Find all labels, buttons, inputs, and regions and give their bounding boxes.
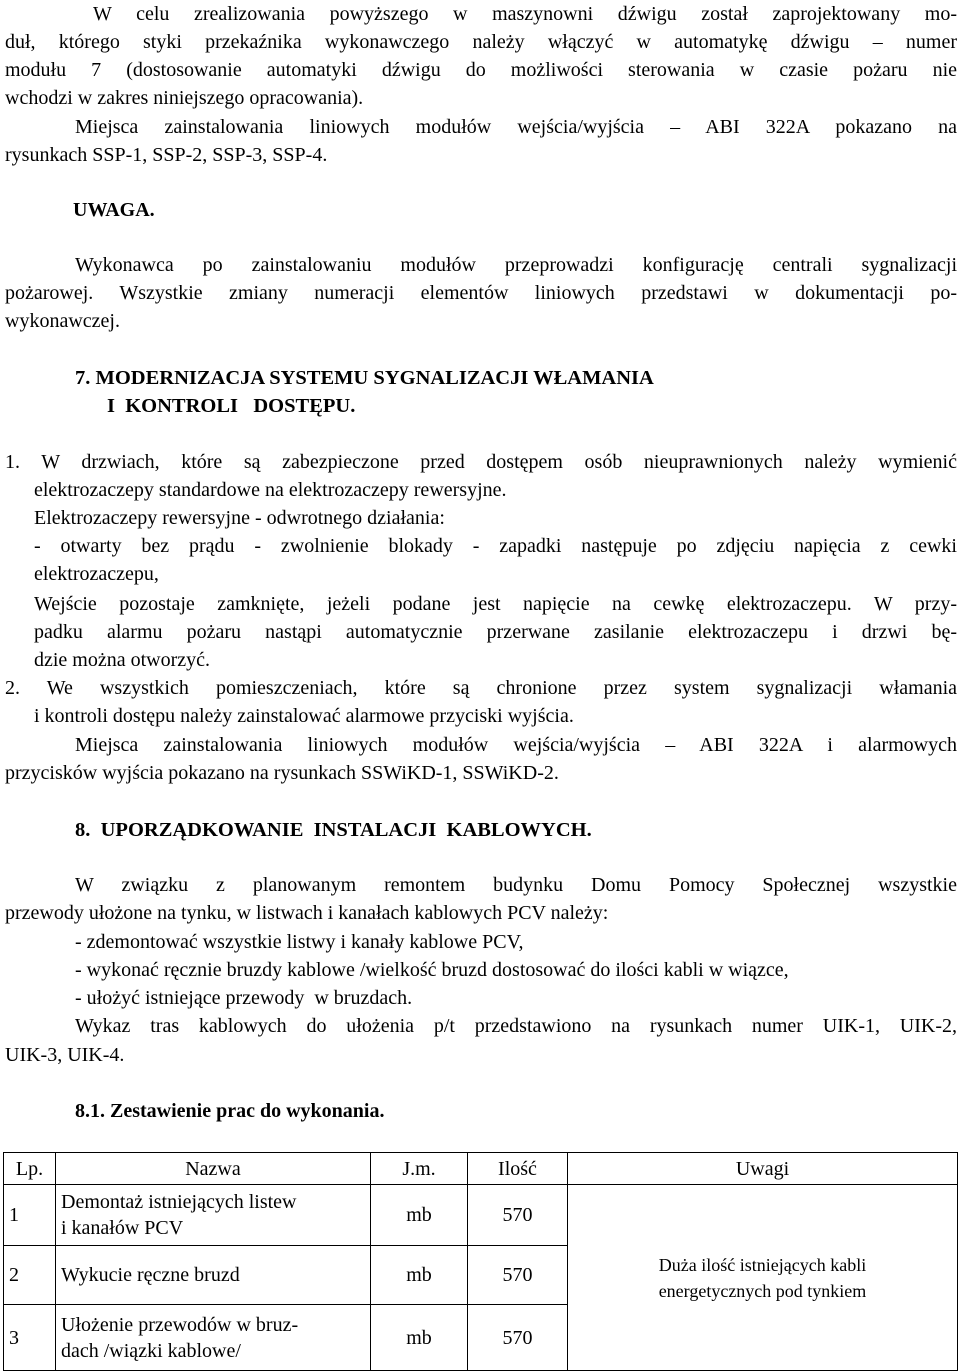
cell-ilosc: 570 bbox=[468, 1246, 568, 1305]
section-7-line: elektrozaczepu, bbox=[34, 563, 159, 585]
remark-line: Duża ilość istniejących kabli bbox=[658, 1254, 867, 1275]
note-line: wykonawczej. bbox=[5, 310, 120, 332]
cell-jm: mb bbox=[371, 1185, 468, 1246]
works-table bbox=[3, 1152, 958, 1371]
note-line: Wykonawca po zainstalowaniu modułów przeprowadzi konfigurację centrali sygnalizacji bbox=[75, 254, 957, 276]
note-title: UWAGA. bbox=[73, 199, 155, 221]
header-ilosc: Ilość bbox=[468, 1153, 568, 1185]
cell-ilosc: 570 bbox=[468, 1185, 568, 1246]
section-7-heading: 7. MODERNIZACJA SYSTEMU SYGNALIZACJI WŁAMANIA bbox=[75, 367, 654, 389]
section-8-line: W związku z planowanym remontem budynku Domu Pomocy Społecznej wszystkie bbox=[75, 874, 957, 896]
cell-nazwa-line: i kanałów PCV bbox=[61, 1217, 184, 1239]
subsection-8-1-heading: 8.1. Zestawienie prac do wykonania. bbox=[75, 1100, 385, 1122]
section-8-line: - ułożyć istniejące przewody w bruzdach. bbox=[75, 987, 413, 1009]
section-7-line: elektrozaczepy standardowe na elektrozaczepy rewersyjne. bbox=[34, 479, 507, 501]
section-8-line: przewody ułożone na tynku, w listwach i kanałach kablowych PCV należy: bbox=[5, 902, 609, 924]
section-7-line: Miejsca zainstalowania liniowych modułów wejścia/wyjścia – ABI 322A i alarmowych bbox=[75, 734, 957, 756]
section-8-heading: 8. UPORZĄDKOWANIE INSTALACJI KABLOWYCH. bbox=[75, 819, 592, 841]
section-7-line: - otwarty bez prądu - zwolnienie blokady - zapadki następuje po zdjęciu napięcia z cewki bbox=[34, 535, 957, 557]
header-uwagi: Uwagi bbox=[568, 1153, 958, 1185]
section-7-line: 2. We wszystkich pomieszczeniach, które są chronione przez system sygnalizacji włamania bbox=[5, 677, 957, 699]
cell-nazwa bbox=[56, 1305, 371, 1371]
header-jm: J.m. bbox=[371, 1153, 468, 1185]
cell-nazwa-line: Demontaż istniejących listew bbox=[61, 1191, 297, 1213]
paragraph-line: modułu 7 (dostosowanie automatyki dźwigu do możliwości sterowania w czasie pożaru nie bbox=[5, 59, 957, 81]
section-7-line: dzie można otworzyć. bbox=[34, 649, 211, 671]
table-header-row bbox=[4, 1153, 958, 1185]
remark-line: energetycznych pod tynkiem bbox=[658, 1280, 867, 1301]
cell-nazwa bbox=[56, 1185, 371, 1246]
cell-nazwa: Wykucie ręczne bruzd bbox=[56, 1246, 371, 1305]
cell-lp: 1 bbox=[4, 1185, 56, 1246]
cell-nazwa-line: dach /wiązki kablowe/ bbox=[61, 1339, 241, 1362]
paragraph-line: W celu zrealizowania powyższego w maszynowni dźwigu został zaprojektowany mo- bbox=[93, 3, 957, 25]
table-row bbox=[4, 1185, 958, 1246]
section-7-line: Wejście pozostaje zamknięte, jeżeli podane jest napięcie na cewkę elektrozaczepu. W przy- bbox=[34, 593, 957, 615]
section-8-line: - wykonać ręcznie bruzdy kablowe /wielkość bruzd dostosować do ilości kabli w wiązce, bbox=[75, 959, 789, 981]
section-7-line: i kontroli dostępu należy zainstalować alarmowe przyciski wyjścia. bbox=[34, 705, 574, 727]
cell-uwagi bbox=[568, 1185, 958, 1371]
header-lp: Lp. bbox=[4, 1153, 56, 1185]
cell-lp: 2 bbox=[4, 1246, 56, 1305]
section-7-line: 1. W drzwiach, które są zabezpieczone przed dostępem osób nieuprawnionych należy wymienić bbox=[5, 451, 957, 473]
section-7-heading-line-2: I KONTROLI DOSTĘPU. bbox=[107, 395, 356, 417]
cell-nazwa-line: Ułożenie przewodów w bruz- bbox=[61, 1313, 299, 1336]
cell-ilosc: 570 bbox=[468, 1305, 568, 1371]
paragraph-line: wchodzi w zakres niniejszego opracowania). bbox=[5, 87, 364, 109]
cell-jm: mb bbox=[371, 1246, 468, 1305]
section-7-line: przycisków wyjścia pokazano na rysunkach SSWiKD-1, SSWiKD-2. bbox=[5, 762, 559, 784]
cell-lp: 3 bbox=[4, 1305, 56, 1371]
section-7-line: padku alarmu pożaru nastąpi automatycznie przerwane zasilanie elektrozaczepu i drzwi bę- bbox=[34, 621, 957, 643]
section-8-line: Wykaz tras kablowych do ułożenia p/t przedstawiono na rysunkach numer UIK-1, UIK-2, bbox=[75, 1015, 957, 1037]
paragraph-line: Miejsca zainstalowania liniowych modułów wejścia/wyjścia – ABI 322A pokazano na bbox=[75, 116, 957, 138]
section-8-line: - zdemontować wszystkie listwy i kanały kablowe PCV, bbox=[75, 931, 524, 953]
section-8-line: UIK-3, UIK-4. bbox=[5, 1044, 125, 1066]
note-line: pożarowej. Wszystkie zmiany numeracji elementów liniowych przedstawi w dokumentacji po- bbox=[5, 282, 957, 304]
cell-jm: mb bbox=[371, 1305, 468, 1371]
paragraph-line: rysunkach SSP-1, SSP-2, SSP-3, SSP-4. bbox=[5, 144, 328, 166]
header-nazwa: Nazwa bbox=[56, 1153, 371, 1185]
section-7-line: Elektrozaczepy rewersyjne - odwrotnego działania: bbox=[34, 507, 445, 529]
paragraph-line: duł, którego styki przekaźnika wykonawczego należy włączyć w automatykę dźwigu – numer bbox=[5, 31, 957, 53]
